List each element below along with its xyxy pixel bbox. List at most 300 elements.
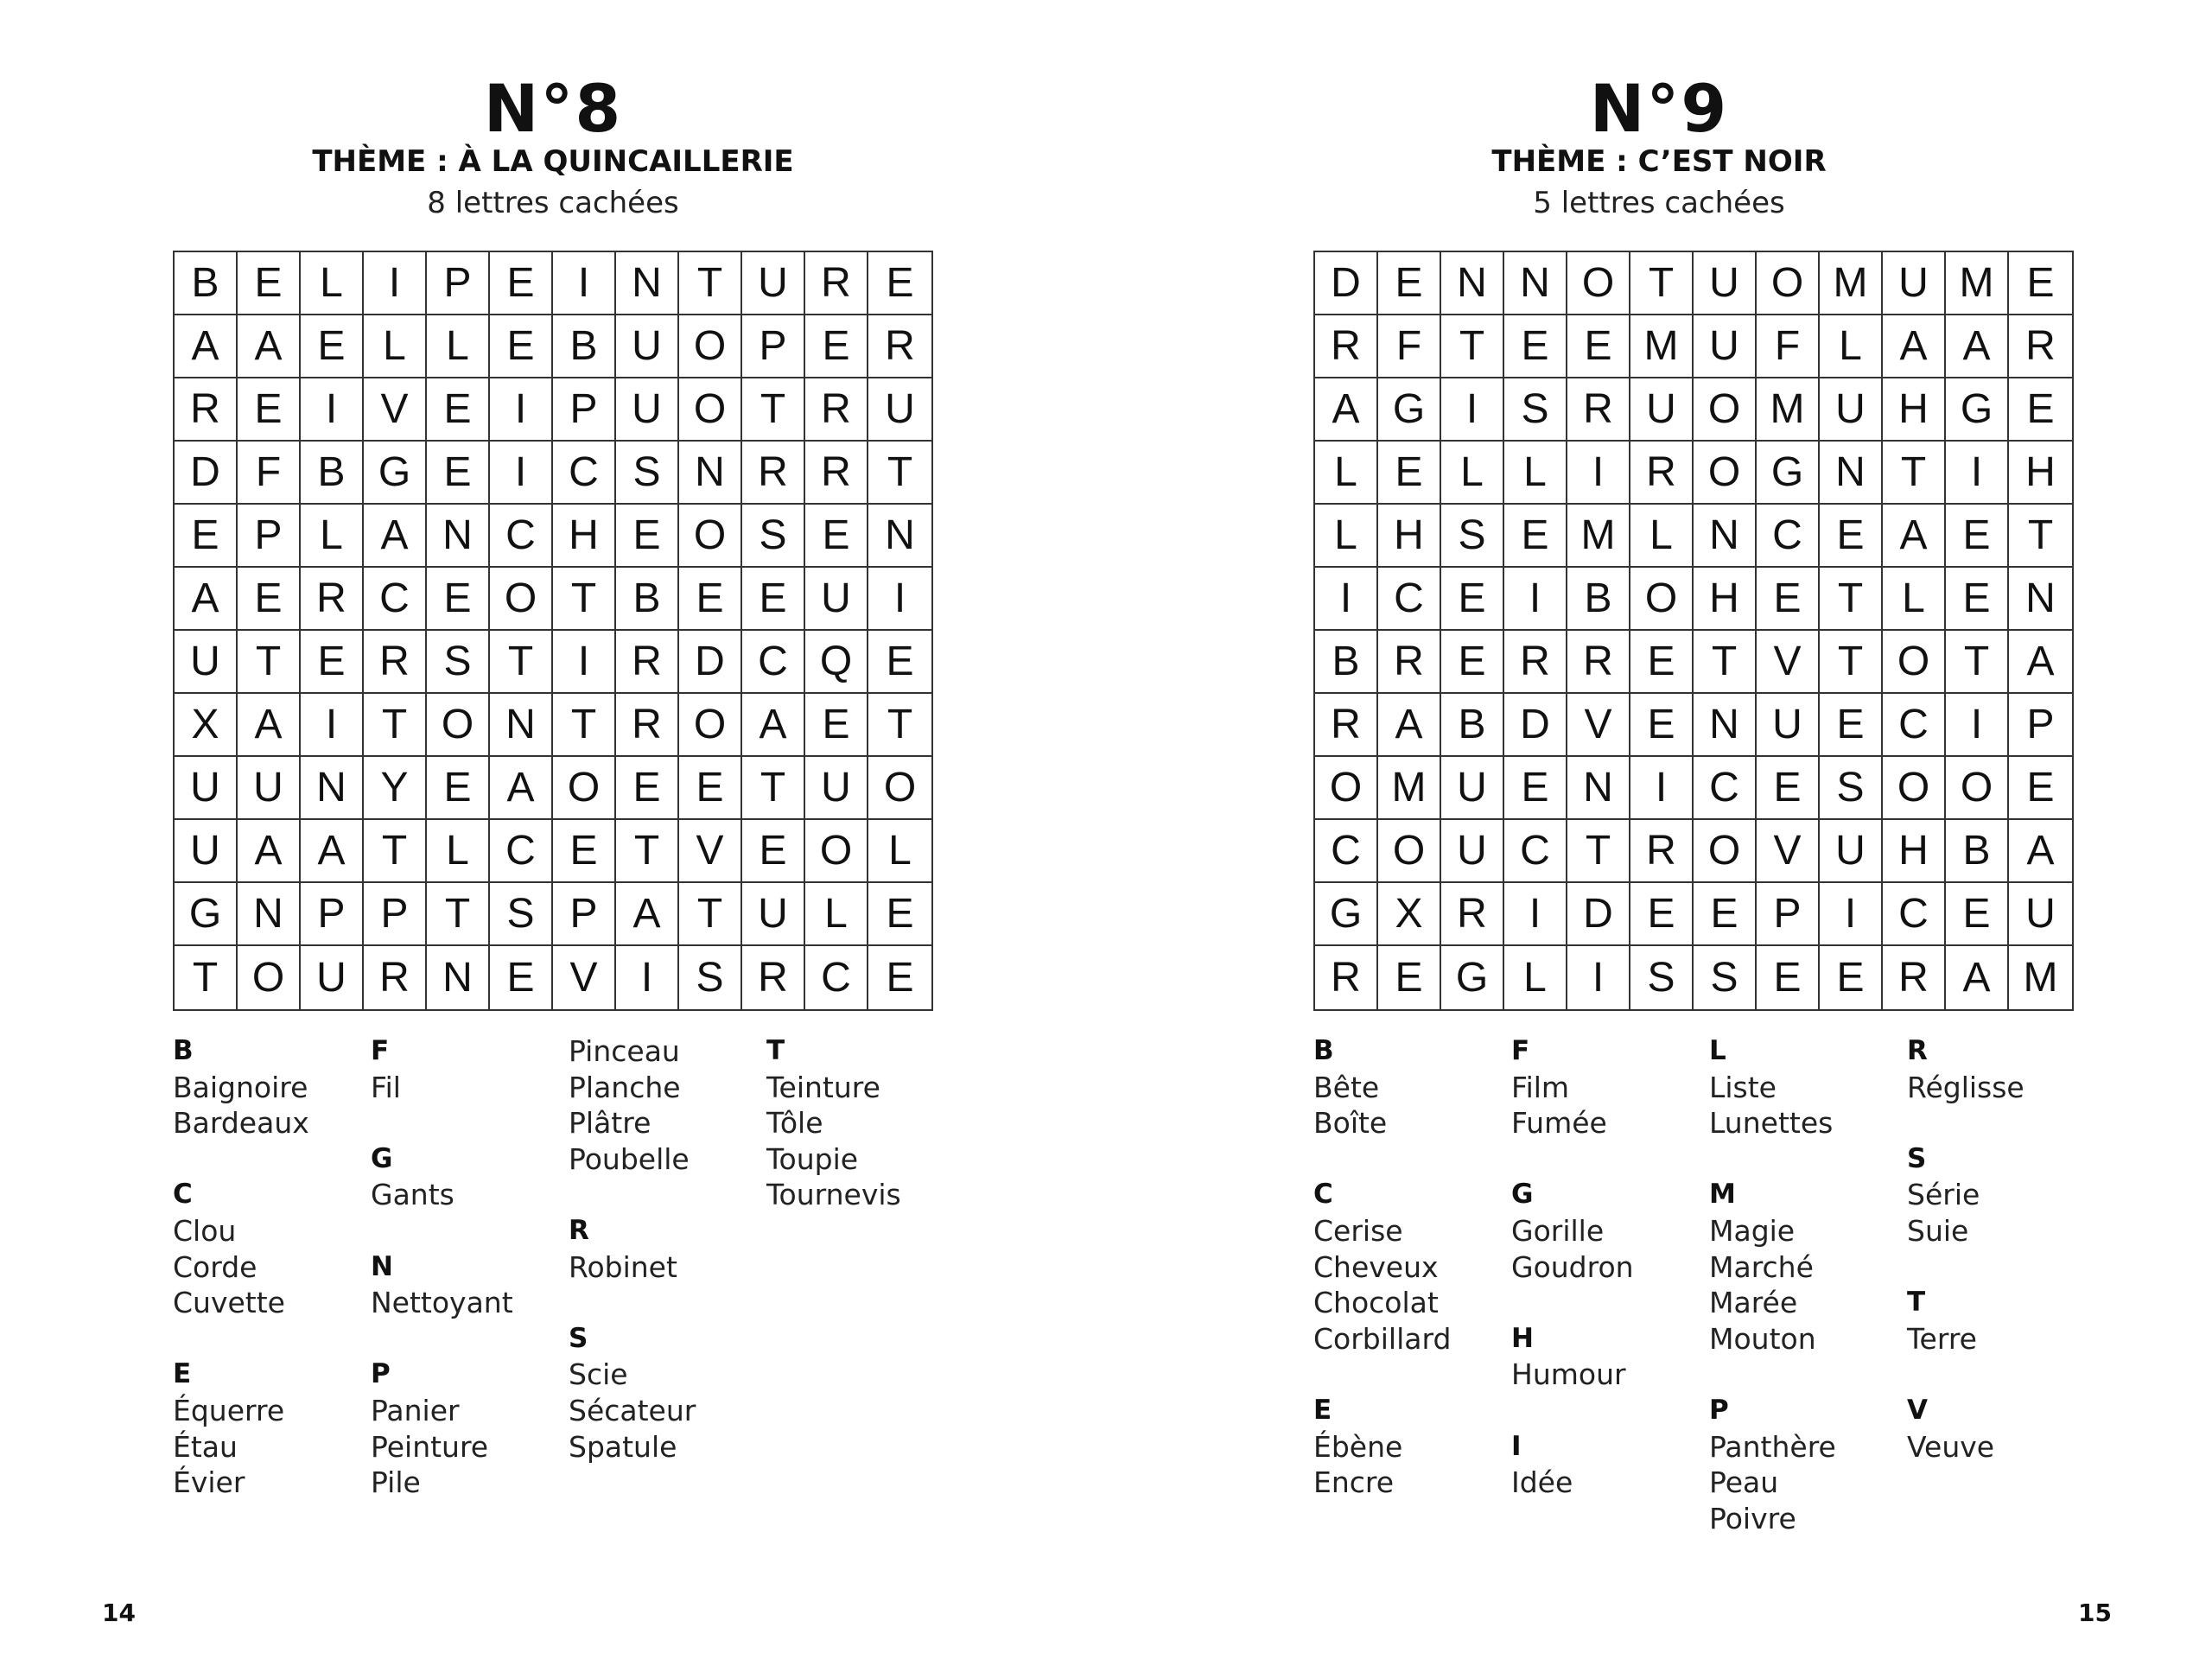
grid-cell[interactable]: O <box>427 694 490 757</box>
word-group-letter: E <box>173 1358 192 1390</box>
grid-cell[interactable]: A <box>238 820 301 883</box>
grid-cell[interactable]: O <box>553 757 616 820</box>
grid-cell[interactable]: E <box>1694 883 1757 946</box>
grid-cell[interactable]: R <box>1315 946 1378 1009</box>
grid-cell[interactable]: F <box>238 442 301 505</box>
grid-cell[interactable]: L <box>1315 442 1378 505</box>
grid-cell[interactable]: A <box>1946 315 2009 378</box>
grid-cell[interactable]: A <box>490 757 553 820</box>
grid-cell[interactable]: U <box>1441 820 1504 883</box>
grid-cell[interactable]: M <box>1630 315 1694 378</box>
grid-cell[interactable]: D <box>679 631 742 694</box>
grid-cell[interactable]: E <box>2009 757 2072 820</box>
grid-cell[interactable]: L <box>1630 505 1694 568</box>
grid-cell[interactable]: A <box>1378 694 1441 757</box>
grid-cell[interactable]: R <box>1883 946 1946 1009</box>
grid-cell[interactable]: E <box>1757 757 1820 820</box>
grid-cell[interactable]: U <box>1820 820 1883 883</box>
group-spacer <box>1313 1141 1511 1178</box>
grid-cell[interactable]: H <box>1378 505 1441 568</box>
grid-cell[interactable]: E <box>175 505 238 568</box>
grid-cell[interactable]: T <box>679 883 742 946</box>
grid-cell[interactable]: I <box>301 378 364 442</box>
grid-cell[interactable]: N <box>616 252 679 315</box>
grid-cell[interactable]: R <box>868 315 931 378</box>
grid-cell[interactable]: M <box>1567 505 1630 568</box>
grid-cell[interactable]: E <box>742 568 805 631</box>
grid-cell[interactable]: Y <box>364 757 427 820</box>
grid-cell[interactable]: T <box>2009 505 2072 568</box>
grid-cell[interactable]: E <box>1820 505 1883 568</box>
grid-cell[interactable]: O <box>679 315 742 378</box>
grid-cell[interactable]: A <box>175 568 238 631</box>
grid-cell[interactable]: O <box>805 820 868 883</box>
word-item: Suie <box>1907 1213 1969 1248</box>
grid-cell[interactable]: E <box>1504 315 1567 378</box>
grid-cell[interactable]: C <box>553 442 616 505</box>
grid-cell[interactable]: A <box>1883 505 1946 568</box>
word-item: Plâtre <box>569 1106 652 1141</box>
grid-cell[interactable]: E <box>490 315 553 378</box>
grid-cell[interactable]: O <box>1694 820 1757 883</box>
grid-cell[interactable]: D <box>175 442 238 505</box>
grid-cell[interactable]: E <box>427 757 490 820</box>
grid-cell[interactable]: T <box>553 694 616 757</box>
word-item: Marché <box>1709 1249 1814 1284</box>
grid-cell[interactable]: U <box>1630 378 1694 442</box>
grid-cell[interactable]: E <box>616 757 679 820</box>
grid-cell[interactable]: E <box>1378 442 1441 505</box>
grid-cell[interactable]: O <box>679 378 742 442</box>
grid-cell[interactable]: T <box>553 568 616 631</box>
grid-cell[interactable]: E <box>1504 505 1567 568</box>
grid-cell[interactable]: R <box>175 378 238 442</box>
grid-cell[interactable]: L <box>1441 442 1504 505</box>
grid-cell[interactable]: N <box>679 442 742 505</box>
grid-cell[interactable]: B <box>1441 694 1504 757</box>
grid-cell[interactable]: H <box>2009 442 2072 505</box>
grid-cell[interactable]: T <box>175 946 238 1009</box>
grid-cell[interactable]: E <box>1441 631 1504 694</box>
grid-cell[interactable]: O <box>1757 252 1820 315</box>
grid-cell[interactable]: I <box>553 631 616 694</box>
grid-cell[interactable]: V <box>1757 820 1820 883</box>
grid-cell[interactable]: U <box>742 883 805 946</box>
grid-cell[interactable]: T <box>1820 631 1883 694</box>
grid-cell[interactable]: U <box>301 946 364 1009</box>
grid-cell[interactable]: A <box>1946 946 2009 1009</box>
grid-cell[interactable]: P <box>2009 694 2072 757</box>
grid-cell[interactable]: N <box>1694 694 1757 757</box>
grid-cell[interactable]: N <box>1504 252 1567 315</box>
grid-cell[interactable]: R <box>1315 315 1378 378</box>
grid-cell[interactable]: U <box>805 568 868 631</box>
grid-cell[interactable]: X <box>1378 883 1441 946</box>
grid-cell[interactable]: O <box>1630 568 1694 631</box>
grid-cell[interactable]: R <box>616 694 679 757</box>
grid-cell[interactable]: T <box>1630 252 1694 315</box>
grid-cell[interactable]: O <box>679 694 742 757</box>
grid-cell[interactable]: B <box>553 315 616 378</box>
grid-cell[interactable]: C <box>1757 505 1820 568</box>
grid-cell[interactable]: G <box>1441 946 1504 1009</box>
grid-cell[interactable]: U <box>1694 315 1757 378</box>
grid-cell[interactable]: U <box>1441 757 1504 820</box>
grid-cell[interactable]: A <box>2009 631 2072 694</box>
grid-cell[interactable]: E <box>886 955 914 1001</box>
grid-cell[interactable]: I <box>1567 442 1630 505</box>
grid-cell[interactable]: E <box>1946 505 2009 568</box>
grid-cell[interactable]: E <box>238 378 301 442</box>
grid-cell[interactable]: N <box>427 505 490 568</box>
grid-cell[interactable]: O <box>1567 252 1630 315</box>
grid-cell[interactable]: E <box>1378 946 1441 1009</box>
grid-cell[interactable]: E <box>427 378 490 442</box>
grid-cell[interactable]: L <box>427 315 490 378</box>
grid-cell[interactable]: E <box>301 631 364 694</box>
grid-cell[interactable]: I <box>553 252 616 315</box>
grid-cell[interactable]: A <box>2009 820 2072 883</box>
grid-cell[interactable]: I <box>490 378 553 442</box>
grid-cell[interactable]: U <box>175 757 238 820</box>
grid-cell[interactable]: N <box>238 883 301 946</box>
grid-cell[interactable]: M <box>1757 378 1820 442</box>
grid-cell[interactable]: E <box>1567 315 1630 378</box>
grid-cell[interactable]: R <box>1567 378 1630 442</box>
grid-cell[interactable]: T <box>1441 315 1504 378</box>
grid-cell[interactable]: S <box>742 505 805 568</box>
grid-cell[interactable]: L <box>427 820 490 883</box>
grid-cell[interactable]: T <box>868 694 931 757</box>
grid-cell[interactable]: L <box>301 505 364 568</box>
grid-cell[interactable]: E <box>679 568 742 631</box>
grid-cell[interactable]: E <box>868 883 931 946</box>
grid-cell[interactable]: L <box>1315 505 1378 568</box>
grid-cell[interactable]: U <box>1820 378 1883 442</box>
grid-cell[interactable]: N <box>427 946 490 1009</box>
grid-cell[interactable]: G <box>175 883 238 946</box>
grid-cell[interactable]: N <box>868 505 931 568</box>
grid-cell[interactable]: T <box>1694 631 1757 694</box>
grid-cell[interactable]: C <box>1315 820 1378 883</box>
grid-cell[interactable]: L <box>1820 315 1883 378</box>
grid-cell[interactable]: N <box>301 757 364 820</box>
grid-cell[interactable]: I <box>616 946 679 1009</box>
group-spacer <box>1907 1249 2105 1286</box>
letter-grid <box>173 251 933 1011</box>
grid-cell[interactable]: I <box>1820 883 1883 946</box>
grid-cell[interactable]: I <box>1504 568 1567 631</box>
grid-cell[interactable]: O <box>238 946 301 1009</box>
grid-cell[interactable]: S <box>490 883 553 946</box>
grid-cell[interactable]: G <box>1946 378 2009 442</box>
grid-cell[interactable]: D <box>1504 694 1567 757</box>
grid-cell[interactable]: T <box>1820 568 1883 631</box>
grid-cell[interactable]: R <box>805 252 868 315</box>
grid-cell[interactable]: E <box>1441 568 1504 631</box>
word-item: Terre <box>1907 1321 1977 1356</box>
grid-cell[interactable]: A <box>742 694 805 757</box>
grid-cell[interactable]: C <box>490 505 553 568</box>
grid-cell[interactable]: N <box>1820 442 1883 505</box>
grid-cell[interactable]: S <box>1441 505 1504 568</box>
grid-cell[interactable]: S <box>427 631 490 694</box>
grid-cell[interactable]: D <box>1315 252 1378 315</box>
grid-cell[interactable]: I <box>1630 757 1694 820</box>
grid-cell[interactable]: E <box>1504 757 1567 820</box>
grid-cell[interactable]: U <box>238 757 301 820</box>
word-group-letter: F <box>371 1035 390 1066</box>
grid-cell[interactable]: E <box>805 694 868 757</box>
grid-cell[interactable]: R <box>805 442 868 505</box>
grid-cell[interactable]: A <box>238 694 301 757</box>
grid-cell[interactable]: H <box>1694 568 1757 631</box>
grid-cell[interactable]: M <box>1378 757 1441 820</box>
grid-cell[interactable]: N <box>1567 757 1630 820</box>
grid-cell[interactable]: T <box>427 883 490 946</box>
grid-cell[interactable]: E <box>1946 883 2009 946</box>
grid-cell[interactable]: U <box>1694 252 1757 315</box>
grid-cell[interactable]: C <box>1694 757 1757 820</box>
grid-cell[interactable]: T <box>868 442 931 505</box>
grid-cell[interactable]: E <box>868 252 931 315</box>
grid-cell[interactable]: R <box>616 631 679 694</box>
grid-cell[interactable]: I <box>301 694 364 757</box>
grid-cell[interactable]: U <box>742 252 805 315</box>
grid-cell[interactable]: B <box>1567 568 1630 631</box>
grid-cell[interactable]: L <box>301 252 364 315</box>
grid-cell[interactable]: C <box>1883 694 1946 757</box>
grid-cell[interactable]: C <box>1883 883 1946 946</box>
grid-cell[interactable]: O <box>1378 820 1441 883</box>
grid-cell[interactable]: U <box>175 820 238 883</box>
grid-cell[interactable]: E <box>2009 252 2072 315</box>
grid-cell[interactable]: C <box>742 631 805 694</box>
grid-cell[interactable]: E <box>679 757 742 820</box>
grid-cell[interactable]: S <box>1694 946 1757 1009</box>
grid-cell[interactable]: N <box>2009 568 2072 631</box>
grid-cell[interactable]: U <box>805 757 868 820</box>
group-spacer <box>1511 1141 1709 1178</box>
grid-cell[interactable]: I <box>490 442 553 505</box>
grid-cell[interactable]: E <box>805 315 868 378</box>
grid-cell[interactable]: P <box>742 315 805 378</box>
grid-cell[interactable]: B <box>1946 820 2009 883</box>
grid-cell[interactable]: I <box>1946 694 2009 757</box>
grid-cell[interactable]: E <box>427 442 490 505</box>
grid-cell[interactable]: T <box>1883 442 1946 505</box>
grid-cell[interactable]: E <box>616 505 679 568</box>
grid-cell[interactable]: Q <box>805 631 868 694</box>
grid-cell[interactable]: R <box>1315 694 1378 757</box>
grid-cell[interactable]: R <box>364 946 427 1009</box>
grid-cell[interactable]: I <box>1567 946 1630 1009</box>
grid-cell[interactable]: S <box>679 946 742 1009</box>
grid-cell[interactable]: T <box>238 631 301 694</box>
grid-cell[interactable]: V <box>1567 694 1630 757</box>
grid-cell[interactable]: A <box>301 820 364 883</box>
grid-cell[interactable]: L <box>1504 442 1567 505</box>
grid-cell[interactable]: C <box>805 946 868 1009</box>
grid-cell[interactable]: S <box>616 442 679 505</box>
grid-cell[interactable]: A <box>364 505 427 568</box>
grid-cell[interactable]: L <box>805 883 868 946</box>
grid-cell[interactable]: S <box>1630 946 1694 1009</box>
grid-cell[interactable]: O <box>868 757 931 820</box>
grid-cell[interactable]: N <box>490 694 553 757</box>
grid-cell[interactable]: E <box>868 631 931 694</box>
grid-cell[interactable]: R <box>1630 820 1694 883</box>
grid-cell[interactable]: G <box>364 442 427 505</box>
grid-cell[interactable]: E <box>238 252 301 315</box>
grid-cell[interactable]: T <box>364 820 427 883</box>
grid-cell[interactable]: E <box>1757 946 1820 1009</box>
grid-cell[interactable]: E <box>238 568 301 631</box>
grid-cell[interactable]: E <box>490 946 553 1009</box>
grid-cell[interactable]: E <box>1378 252 1441 315</box>
grid-cell[interactable]: R <box>301 568 364 631</box>
grid-cell[interactable]: R <box>1378 631 1441 694</box>
grid-cell[interactable]: F <box>1757 315 1820 378</box>
grid-cell[interactable]: E <box>301 315 364 378</box>
grid-cell[interactable]: S <box>1820 757 1883 820</box>
grid-cell[interactable]: I <box>364 252 427 315</box>
grid-cell[interactable]: N <box>1441 252 1504 315</box>
grid-cell[interactable]: O <box>1694 442 1757 505</box>
grid-cell[interactable]: B <box>175 252 238 315</box>
grid-cell[interactable]: R <box>1630 442 1694 505</box>
grid-cell[interactable]: L <box>868 820 931 883</box>
grid-cell[interactable]: O <box>1883 631 1946 694</box>
grid-cell[interactable]: M <box>1946 252 2009 315</box>
grid-cell[interactable]: G <box>1315 883 1378 946</box>
grid-cell[interactable]: R <box>805 378 868 442</box>
grid-cell[interactable]: G <box>1757 442 1820 505</box>
grid-cell[interactable]: C <box>364 568 427 631</box>
grid-cell[interactable]: B <box>301 442 364 505</box>
grid-cell[interactable]: U <box>868 378 931 442</box>
grid-cell[interactable]: V <box>1757 631 1820 694</box>
grid-cell[interactable]: M <box>1820 252 1883 315</box>
grid-cell[interactable]: O <box>1315 757 1378 820</box>
grid-cell[interactable]: R <box>1504 631 1567 694</box>
grid-cell[interactable]: V <box>679 820 742 883</box>
grid-cell[interactable]: U <box>616 378 679 442</box>
grid-cell[interactable]: A <box>238 315 301 378</box>
grid-cell[interactable]: U <box>175 631 238 694</box>
grid-cell[interactable]: E <box>2009 378 2072 442</box>
grid-cell[interactable]: P <box>553 883 616 946</box>
grid-cell[interactable]: P <box>1757 883 1820 946</box>
grid-cell[interactable]: V <box>553 946 616 1009</box>
grid-cell[interactable]: E <box>742 820 805 883</box>
grid-cell[interactable]: I <box>1315 568 1378 631</box>
grid-cell[interactable]: I <box>1946 442 2009 505</box>
grid-cell[interactable]: B <box>1315 631 1378 694</box>
letter-grid <box>1313 251 2074 1011</box>
grid-cell[interactable]: U <box>616 315 679 378</box>
grid-cell[interactable]: R <box>742 946 805 1009</box>
grid-cell[interactable]: A <box>175 315 238 378</box>
grid-cell[interactable]: C <box>490 820 553 883</box>
grid-cell[interactable]: V <box>364 378 427 442</box>
grid-cell[interactable]: P <box>364 883 427 946</box>
grid-cell[interactable]: O <box>1946 757 2009 820</box>
grid-cell[interactable]: O <box>1694 378 1757 442</box>
grid-cell[interactable]: A <box>1315 378 1378 442</box>
grid-cell[interactable]: M <box>2023 955 2058 1001</box>
grid-cell[interactable]: T <box>364 694 427 757</box>
grid-cell[interactable]: S <box>1504 378 1567 442</box>
grid-cell[interactable]: E <box>427 568 490 631</box>
grid-cell[interactable]: R <box>742 442 805 505</box>
grid-cell[interactable]: O <box>1883 757 1946 820</box>
grid-cell[interactable]: B <box>616 568 679 631</box>
grid-cell[interactable]: R <box>1441 883 1504 946</box>
grid-cell[interactable]: L <box>1883 568 1946 631</box>
grid-cell[interactable]: E <box>1757 568 1820 631</box>
grid-cell[interactable]: P <box>238 505 301 568</box>
grid-cell[interactable]: P <box>301 883 364 946</box>
grid-cell[interactable]: E <box>1630 631 1694 694</box>
grid-cell[interactable]: R <box>2009 315 2072 378</box>
grid-cell[interactable]: I <box>1441 378 1504 442</box>
grid-cell[interactable]: G <box>1378 378 1441 442</box>
grid-cell[interactable]: P <box>427 252 490 315</box>
grid-cell[interactable]: A <box>1883 315 1946 378</box>
grid-cell[interactable]: T <box>742 757 805 820</box>
grid-cell[interactable]: E <box>490 252 553 315</box>
grid-cell[interactable]: O <box>679 505 742 568</box>
grid-cell[interactable]: D <box>1567 883 1630 946</box>
grid-cell[interactable]: T <box>679 252 742 315</box>
grid-cell[interactable]: E <box>1630 694 1694 757</box>
grid-cell[interactable]: U <box>1757 694 1820 757</box>
grid-cell[interactable]: O <box>490 568 553 631</box>
grid-cell[interactable]: L <box>1504 946 1567 1009</box>
grid-cell[interactable]: T <box>616 820 679 883</box>
grid-cell[interactable]: U <box>2009 883 2072 946</box>
grid-cell[interactable]: E <box>1630 883 1694 946</box>
grid-cell[interactable]: T <box>742 378 805 442</box>
grid-cell[interactable]: E <box>1820 946 1883 1009</box>
grid-cell[interactable]: U <box>1883 252 1946 315</box>
grid-cell[interactable]: P <box>553 378 616 442</box>
grid-cell[interactable]: H <box>1883 820 1946 883</box>
grid-cell[interactable]: H <box>1883 378 1946 442</box>
group-spacer <box>1313 1357 1511 1393</box>
grid-cell[interactable]: E <box>1946 568 2009 631</box>
grid-cell[interactable]: F <box>1378 315 1441 378</box>
grid-cell[interactable]: T <box>1567 820 1630 883</box>
grid-cell[interactable]: T <box>490 631 553 694</box>
grid-cell[interactable]: I <box>1504 883 1567 946</box>
grid-cell[interactable]: E <box>805 505 868 568</box>
grid-cell[interactable]: N <box>1694 505 1757 568</box>
grid-cell[interactable]: C <box>1504 820 1567 883</box>
grid-cell[interactable]: A <box>616 883 679 946</box>
grid-cell[interactable]: C <box>1378 568 1441 631</box>
grid-cell[interactable]: X <box>175 694 238 757</box>
grid-cell[interactable]: L <box>364 315 427 378</box>
grid-cell[interactable]: R <box>364 631 427 694</box>
grid-cell[interactable]: H <box>553 505 616 568</box>
grid-cell[interactable]: E <box>1820 694 1883 757</box>
grid-cell[interactable]: I <box>868 568 931 631</box>
grid-cell[interactable]: T <box>1946 631 2009 694</box>
grid-cell[interactable]: R <box>1567 631 1630 694</box>
grid-cell[interactable]: E <box>553 820 616 883</box>
